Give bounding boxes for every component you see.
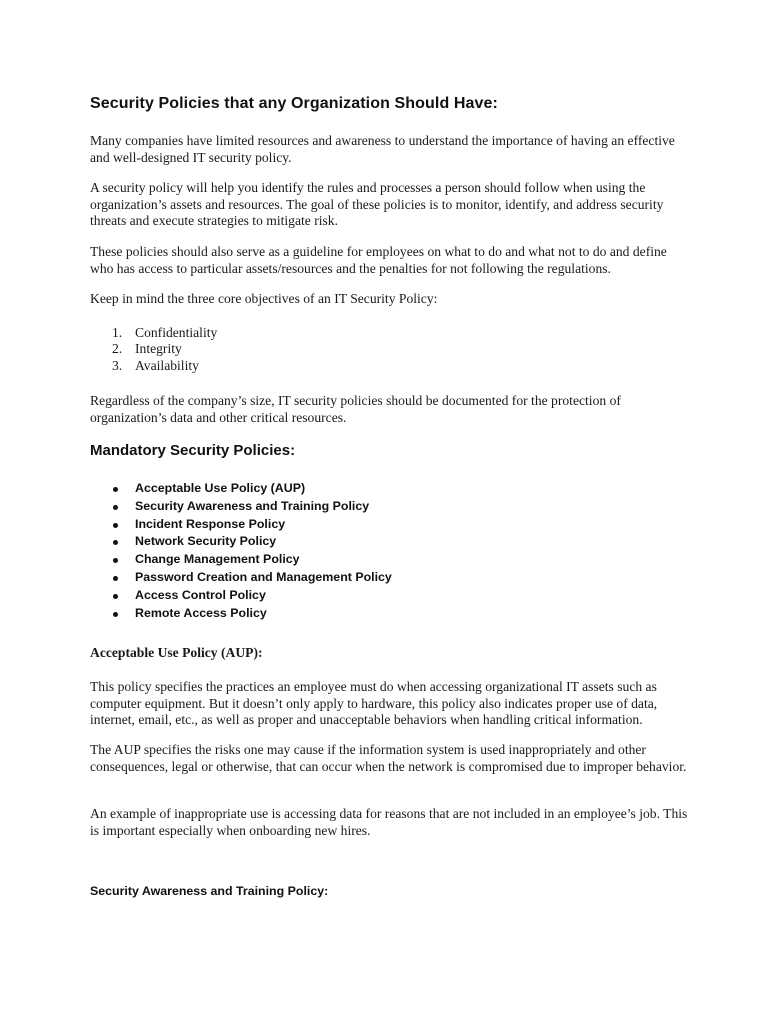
list-item (90, 480, 392, 498)
policy-label: Network Security Policy (135, 534, 277, 549)
list-item (90, 569, 392, 587)
list-item (90, 551, 392, 569)
list-item (90, 341, 217, 357)
mandatory-policies-list (90, 480, 392, 622)
closing-paragraph: Regardless of the company’s size, IT security policies should be documented for the protection of organization’s data and other critical resources. (90, 393, 621, 425)
policy-label: Acceptable Use Policy (AUP) (135, 481, 306, 495)
list-item (90, 498, 392, 516)
policy-label: Password Creation and Management Policy (135, 569, 392, 584)
purpose-paragraph: A security policy will help you identify the rules and processes a person should follow when using the organization’s assets and resources. The goal of these policies is to monitor, identify, and address security threats and execute strategies to mitigate risk. (90, 180, 664, 229)
objectives-intro: Keep in mind the three core objectives of an IT Security Policy: (90, 291, 438, 306)
list-item (90, 516, 392, 534)
aup-heading: Acceptable Use Policy (AUP): (90, 645, 263, 660)
page-title: Security Policies that any Organization Should Have: (90, 95, 498, 112)
objective-label: Confidentiality (135, 325, 218, 340)
list-number: 2. (112, 341, 123, 357)
bullet-icon (113, 576, 118, 581)
bullet-icon (113, 505, 118, 510)
policy-label: Remote Access Policy (135, 605, 267, 620)
list-number: 1. (112, 325, 123, 340)
objective-label: Integrity (135, 341, 182, 357)
bullet-icon (113, 540, 118, 545)
policy-label: Access Control Policy (135, 587, 266, 602)
training-heading: Security Awareness and Training Policy: (90, 884, 329, 898)
list-item (90, 325, 217, 341)
list-item (90, 358, 217, 374)
aup-risk-paragraph: The AUP specifies the risks one may cause if the information system is used inappropriately and other consequences, legal or otherwise, that can occur when the network is compromised due to improper behavior. (90, 742, 687, 774)
objectives-list (90, 325, 217, 374)
bullet-icon (113, 612, 118, 617)
list-item (90, 533, 392, 551)
list-item (90, 587, 392, 605)
mandatory-heading: Mandatory Security Policies: (90, 442, 296, 459)
list-number: 3. (112, 357, 123, 373)
guideline-paragraph: These policies should also serve as a guideline for employees on what to do and what not to do and define who has access to particular assets/resources and the penalties for not following the regulations. (90, 244, 667, 276)
objective-label: Availability (135, 357, 199, 373)
aup-example-paragraph: An example of inappropriate use is accessing data for reasons that are not included in an employee’s job. This is important especially when onboarding new hires. (90, 806, 688, 838)
list-item (90, 605, 392, 623)
bullet-icon (113, 558, 118, 563)
bullet-icon (113, 523, 118, 528)
intro-paragraph: Many companies have limited resources and awareness to understand the importance of having an effective and well-designed IT security policy. (90, 133, 675, 165)
aup-paragraph: This policy specifies the practices an employee must do when accessing organizational IT assets such as computer equipment. But it doesn’t only apply to hardware, this policy also indicates proper use of data, internet, email, etc., as well as proper and unacceptable behaviors when handling critical information. (90, 679, 658, 728)
bullet-icon (113, 487, 118, 492)
policy-label: Incident Response Policy (135, 516, 286, 531)
policy-label: Change Management Policy (135, 552, 300, 567)
policy-label: Security Awareness and Training Policy (135, 498, 370, 513)
bullet-icon (113, 594, 118, 599)
